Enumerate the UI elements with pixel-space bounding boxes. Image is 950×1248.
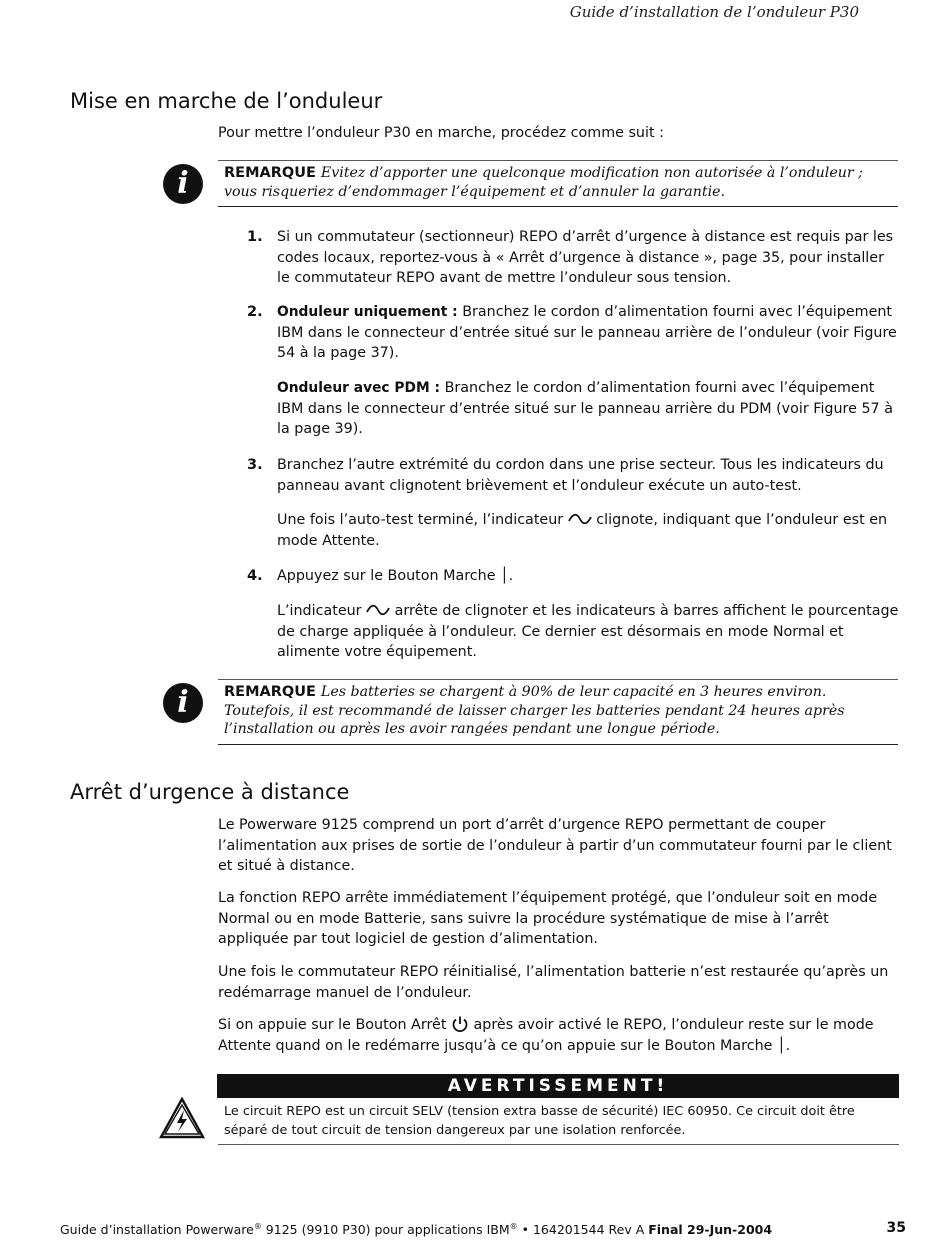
step-number: 2. [247, 304, 263, 320]
page-number: 35 [886, 1220, 906, 1236]
step-text: Appuyez sur le Bouton Marche │. [277, 568, 514, 584]
section-title-arret-urgence: Arrêt d’urgence à distance [70, 780, 350, 804]
paragraph: Le Powerware 9125 comprend un port d’arrêt d’urgence REPO permettant de couper l’alimentation aux prises de sortie de l’onduleur à partir d’un commutateur fourni par le client et situé à distance. [218, 817, 892, 874]
section-title-mise-en-marche: Mise en marche de l’onduleur [70, 89, 383, 113]
step-body: L’indicateur [277, 603, 362, 619]
intro-paragraph: Pour mettre l’onduleur P30 en marche, procédez comme suit : [218, 125, 664, 141]
paragraph: La fonction REPO arrête immédiatement l’équipement protégé, que l’onduleur soit en mode Normal ou en mode Batterie, sans suivre la procédure systématique de mise à l’arrêt appliquée par tout logiciel de gestion d’alimentation. [218, 890, 878, 947]
note-text: Evitez d’apporter une quelconque modification non autorisée à l’onduleur ; vous risqueriez d’endommager l’équipement et d’annuler la garantie. [224, 165, 863, 200]
step-text [277, 302, 899, 364]
step-body: Branchez le cordon d’alimentation fourni avec l’équipement IBM dans le connecteur d’entrée situé sur le panneau arrière du PDM (voir Figure 57 à la page 39). [277, 380, 893, 437]
warning-title: AVERTISSEMENT! [217, 1074, 899, 1098]
footer [60, 1222, 772, 1237]
footer-part: 9125 (9910 P30) pour applications IBM [261, 1222, 510, 1238]
step-body: clignote, indiquant que l’onduleur est en mode Attente. [277, 512, 888, 549]
step-number: 4. [247, 568, 263, 584]
warning-text: Le circuit REPO est un circuit SELV (tension extra basse de sécurité) IEC 60950. Ce circuit doit être séparé de tout circuit de tension dangereux par une isolation renforcée. [218, 1100, 899, 1145]
ac-sine-icon [568, 513, 592, 525]
step-text [277, 378, 899, 440]
note-label: REMARQUE [224, 684, 316, 700]
step-text: Si un commutateur (sectionneur) REPO d’arrêt d’urgence à distance est requis par les codes locaux, reportez-vous à « Arrêt d’urgence à distance », page 35, pour installer le commutateur REPO avant de mettre l’onduleur sous tension. [277, 229, 894, 286]
step-text [277, 601, 899, 663]
step-number: 1. [247, 229, 263, 245]
step-body: arrête de clignoter et les indicateurs à barres affichent le pourcentage de charge appliquée à l’onduleur. Ce dernier est désormais en mode Normal et alimente votre équipement. [277, 603, 899, 660]
note-box-1 [218, 160, 898, 207]
step-body: Une fois l’auto-test terminé, l’indicateur [277, 512, 564, 528]
paragraph: Une fois le commutateur REPO réinitialisé, l’alimentation batterie n’est restaurée qu’après un redémarrage manuel de l’onduleur. [218, 964, 889, 1001]
step-body: Branchez le cordon d’alimentation fourni avec l’équipement IBM dans le connecteur d’entrée situé sur le panneau arrière de l’onduleur (voir Figure 54 à la page 37). [277, 304, 897, 361]
registered-mark: ® [253, 1222, 262, 1231]
power-off-icon [451, 1015, 469, 1033]
footer-part: Guide d’installation Powerware [60, 1222, 254, 1238]
paragraph-part: après avoir activé le REPO, l’onduleur reste sur le mode Attente quand on le redémarre jusqu’à ce qu’on appuie sur le Bouton Marche │. [218, 1017, 874, 1054]
step-number: 3. [247, 457, 263, 473]
paragraph [218, 1015, 898, 1056]
ac-sine-icon [366, 604, 390, 616]
note-text: Les batteries se chargent à 90% de leur capacité en 3 heures environ. Toutefois, il est recommandé de laisser charger les batteries pendant 24 heures après l’installation ou après les avoir rangées pendant une longue période. [224, 684, 845, 738]
note-label: REMARQUE [224, 165, 316, 181]
step-lead: Onduleur uniquement : [277, 304, 458, 320]
footer-date: Final 29-Jun-2004 [648, 1222, 773, 1238]
step-text: Branchez l’autre extrémité du cordon dans une prise secteur. Tous les indicateurs du panneau avant clignotent brièvement et l’onduleur exécute un auto-test. [277, 457, 884, 494]
step-text [277, 510, 899, 551]
info-icon: i [163, 164, 203, 204]
paragraph-part: Si on appuie sur le Bouton Arrêt [218, 1017, 447, 1033]
step-lead: Onduleur avec PDM : [277, 380, 441, 396]
registered-mark: ® [509, 1222, 518, 1231]
running-header: Guide d’installation de l’onduleur P30 [569, 3, 859, 21]
info-icon: i [163, 683, 203, 723]
footer-part: • 164201544 Rev A [517, 1222, 649, 1238]
electrical-hazard-icon [158, 1096, 206, 1140]
note-box-2 [218, 679, 898, 745]
